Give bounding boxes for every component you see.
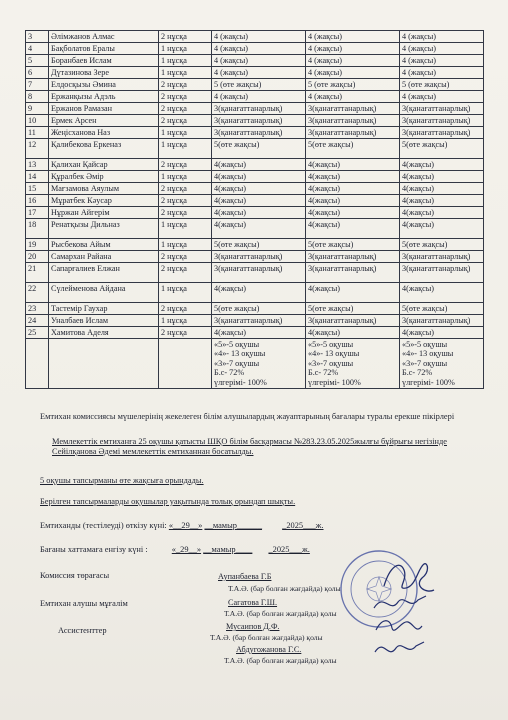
grade-cell-2: 4 (жақсы)	[306, 43, 400, 55]
student-name: Уналбаев Ислам	[49, 315, 159, 327]
grade-cell-1: 4(жақсы)	[212, 159, 306, 171]
student-name: Хамитова Аделя	[49, 327, 159, 339]
variant-cell: 1 нұсқа	[159, 315, 212, 327]
table-row	[26, 139, 484, 159]
exam-date-month: __мамыр______	[204, 521, 263, 530]
variant-cell: 2 нұсқа	[159, 263, 212, 283]
row-number: 21	[26, 263, 49, 283]
summary-line5: үлгерімі- 100%	[214, 377, 267, 387]
grade-cell-1: 4 (жақсы)	[212, 43, 306, 55]
special-remarks: Емтихан комиссиясы мүшелерінің жекелеген білім алушылардың жауаптарының бағалары туралы ерекше пікірлері	[40, 412, 455, 421]
student-name: Ержанов Рамазан	[49, 103, 159, 115]
chair-note: Т.А.Ә. (бар болған жағдайда) қолы	[228, 584, 341, 593]
entry-date-month: __мамыр____	[203, 545, 253, 554]
summary-line4: Б.с- 72%	[214, 368, 245, 378]
excellent-note: 5 оқушы тапсырманы өте жақсыға орындады.	[40, 476, 204, 485]
grade-cell-2: 3(қанағаттанарлық)	[306, 315, 400, 327]
grade-cell-1: 4(жақсы)	[212, 207, 306, 219]
grade-cell-1: 4 (жақсы)	[212, 31, 306, 43]
grade-cell-3: 4(жақсы)	[400, 219, 484, 239]
grade-cell-3: 3(қанағаттанарлық)	[400, 315, 484, 327]
grade-cell-2: 3(қанағаттанарлық)	[306, 263, 400, 283]
grade-cell-2: 4(жақсы)	[306, 327, 400, 339]
variant-cell: 1 нұсқа	[159, 239, 212, 251]
student-name: Самархан Райана	[49, 251, 159, 263]
student-name: Нұржан Айгерім	[49, 207, 159, 219]
summary-cell-2	[306, 339, 400, 389]
row-number: 7	[26, 79, 49, 91]
student-name: Сапарғалиев Елжан	[49, 263, 159, 283]
variant-cell: 1 нұсқа	[159, 219, 212, 239]
grade-cell-3: 4 (жақсы)	[400, 55, 484, 67]
exam-date-day: «__29__»	[168, 521, 203, 530]
table-row	[26, 239, 484, 251]
exemption-note: Мемлекеттік емтиханға 25 оқушы қатысты ШҚО білім басқармасы №283.23.05.2025жылғы бұйрығы негізінде Сейілқанова Әдемі мемлекеттік емтиханнан босатылды.	[52, 437, 447, 456]
variant-cell: 1 нұсқа	[159, 67, 212, 79]
variant-cell: 2 нұсқа	[159, 115, 212, 127]
row-number: 19	[26, 239, 49, 251]
summary-cell-3	[400, 339, 484, 389]
table-row	[26, 263, 484, 283]
grade-cell-2: 4(жақсы)	[306, 219, 400, 239]
grade-cell-2: 4(жақсы)	[306, 283, 400, 303]
summary-empty-cell	[159, 339, 212, 389]
row-number: 8	[26, 91, 49, 103]
grade-cell-1: 3(қанағаттанарлық)	[212, 127, 306, 139]
student-name: Қалихан Қайсар	[49, 159, 159, 171]
exam-date	[40, 521, 480, 531]
row-number: 13	[26, 159, 49, 171]
summary-empty-cell	[49, 339, 159, 389]
grade-cell-2: 5(өте жақсы)	[306, 303, 400, 315]
student-name: Ержанқызы Адэль	[49, 91, 159, 103]
table-row	[26, 183, 484, 195]
grade-cell-1: 4(жақсы)	[212, 327, 306, 339]
summary-line5: үлгерімі- 100%	[402, 377, 455, 387]
grade-cell-1: 3(қанағаттанарлық)	[212, 263, 306, 283]
row-number: 22	[26, 283, 49, 303]
entry-date-label: Бағаны хаттамаға енгізу күні :	[40, 545, 148, 554]
summary-empty-cell	[26, 339, 49, 389]
grade-cell-3: 3(қанағаттанарлық)	[400, 263, 484, 283]
table-row	[26, 327, 484, 339]
grades-table	[25, 30, 484, 389]
variant-cell: 1 нұсқа	[159, 283, 212, 303]
variant-cell: 2 нұсқа	[159, 327, 212, 339]
variant-cell: 2 нұсқа	[159, 207, 212, 219]
chair-name: Аупанбаева Г.Б	[218, 572, 272, 581]
row-number: 15	[26, 183, 49, 195]
variant-cell: 2 нұсқа	[159, 103, 212, 115]
row-number: 24	[26, 315, 49, 327]
grade-cell-2: 4(жақсы)	[306, 207, 400, 219]
assistants-label: Ассистенттер	[58, 626, 107, 635]
grades-table-body	[26, 31, 484, 389]
grade-cell-3: 4(жақсы)	[400, 159, 484, 171]
row-number: 4	[26, 43, 49, 55]
variant-cell: 2 нұсқа	[159, 159, 212, 171]
row-number: 23	[26, 303, 49, 315]
student-name: Қалибекова Еркеназ	[49, 139, 159, 159]
entry-date-day: «_29__»	[171, 545, 202, 554]
row-number: 25	[26, 327, 49, 339]
grade-cell-2: 3(қанағаттанарлық)	[306, 251, 400, 263]
summary-line1: «5»-5 оқушы	[308, 340, 354, 349]
grade-cell-2: 4 (жақсы)	[306, 91, 400, 103]
grade-cell-3: 5(өте жақсы)	[400, 139, 484, 159]
grade-cell-2: 3(қанағаттанарлық)	[306, 127, 400, 139]
row-number: 16	[26, 195, 49, 207]
grade-cell-1: 4 (жақсы)	[212, 91, 306, 103]
summary-line4: Б.с- 72%	[308, 368, 339, 378]
student-name: Әлімжанов Алмас	[49, 31, 159, 43]
row-number: 11	[26, 127, 49, 139]
grade-cell-1: 4(жақсы)	[212, 283, 306, 303]
table-row	[26, 315, 484, 327]
exam-date-year: _2025___ж.	[282, 521, 324, 530]
variant-cell: 2 нұсқа	[159, 183, 212, 195]
row-number: 5	[26, 55, 49, 67]
grade-cell-3: 4(жақсы)	[400, 207, 484, 219]
table-row	[26, 127, 484, 139]
assistant-2-note: Т.А.Ә. (бар болған жағдайда) қолы	[224, 656, 337, 665]
summary-line3: «3»-7 оқушы	[214, 358, 260, 368]
grade-cell-3: 4(жақсы)	[400, 171, 484, 183]
grade-cell-2: 4(жақсы)	[306, 171, 400, 183]
student-name: Рысбекова Айым	[49, 239, 159, 251]
grade-cell-1: 4(жақсы)	[212, 171, 306, 183]
grade-cell-3: 4 (жақсы)	[400, 91, 484, 103]
table-row	[26, 159, 484, 171]
grade-cell-1: 4(жақсы)	[212, 219, 306, 239]
grade-cell-1: 5 (өте жақсы)	[212, 79, 306, 91]
variant-cell: 2 нұсқа	[159, 91, 212, 103]
grade-cell-2: 3(қанағаттанарлық)	[306, 103, 400, 115]
student-name: Ренатқызы Дильназ	[49, 219, 159, 239]
table-row	[26, 303, 484, 315]
summary-line4: Б.с- 72%	[402, 368, 433, 378]
assistant-2-name: Абдугожанова Г.С.	[236, 645, 302, 654]
grade-cell-1: 5(өте жақсы)	[212, 139, 306, 159]
row-number: 9	[26, 103, 49, 115]
grade-cell-2: 3(қанағаттанарлық)	[306, 115, 400, 127]
completion-note: Берілген тапсырмаларды оқушылар уақытында толық орындап шықты.	[40, 497, 296, 506]
grade-cell-2: 4(жақсы)	[306, 159, 400, 171]
grade-cell-1: 4 (жақсы)	[212, 67, 306, 79]
summary-cell-1	[212, 339, 306, 389]
variant-cell: 1 нұсқа	[159, 171, 212, 183]
grade-cell-2: 4 (жақсы)	[306, 67, 400, 79]
grade-cell-3: 4 (жақсы)	[400, 67, 484, 79]
student-name: Тастемір Гаухар	[49, 303, 159, 315]
teacher-note: Т.А.Ә. (бар болған жағдайда) қолы	[224, 609, 337, 618]
table-row	[26, 251, 484, 263]
grade-cell-3: 4(жақсы)	[400, 195, 484, 207]
grade-cell-1: 4(жақсы)	[212, 195, 306, 207]
row-number: 14	[26, 171, 49, 183]
table-row	[26, 195, 484, 207]
table-row	[26, 43, 484, 55]
grade-cell-1: 3(қанағаттанарлық)	[212, 315, 306, 327]
row-number: 17	[26, 207, 49, 219]
student-name: Боранбаев Ислам	[49, 55, 159, 67]
table-row	[26, 283, 484, 303]
variant-cell: 2 нұсқа	[159, 251, 212, 263]
student-name: Мағзамова Аяулым	[49, 183, 159, 195]
grade-cell-1: 4 (жақсы)	[212, 55, 306, 67]
student-name: Бақболатов Ералы	[49, 43, 159, 55]
student-name: Ермек Арсен	[49, 115, 159, 127]
summary-line1: «5»-5 оқушы	[402, 340, 448, 349]
grade-cell-2: 4 (жақсы)	[306, 55, 400, 67]
variant-cell: 1 нұсқа	[159, 55, 212, 67]
student-name: Дүтазинова Зере	[49, 67, 159, 79]
grade-cell-1: 3(қанағаттанарлық)	[212, 103, 306, 115]
teacher-label: Емтихан алушы мұғалім	[40, 599, 128, 608]
row-number: 10	[26, 115, 49, 127]
variant-cell: 1 нұсқа	[159, 43, 212, 55]
grade-cell-2: 4(жақсы)	[306, 195, 400, 207]
table-row	[26, 79, 484, 91]
grade-cell-2: 5(өте жақсы)	[306, 139, 400, 159]
grade-cell-1: 5(өте жақсы)	[212, 239, 306, 251]
assistant-1-note: Т.А.Ә. (бар болған жағдайда) қолы	[210, 633, 323, 642]
grade-cell-3: 5 (өте жақсы)	[400, 79, 484, 91]
grade-cell-3: 3(қанағаттанарлық)	[400, 103, 484, 115]
student-name: Сүлейменова Айдана	[49, 283, 159, 303]
table-row	[26, 103, 484, 115]
table-row	[26, 31, 484, 43]
assistant-1-name: Мусаипов Д.Ф.	[226, 622, 280, 631]
grade-cell-1: 4(жақсы)	[212, 183, 306, 195]
row-number: 3	[26, 31, 49, 43]
grade-cell-3: 4(жақсы)	[400, 283, 484, 303]
summary-line1: «5»-5 оқушы	[214, 340, 260, 349]
assistant-2-signature	[372, 636, 426, 664]
variant-cell: 2 нұсқа	[159, 195, 212, 207]
variant-cell: 2 нұсқа	[159, 303, 212, 315]
variant-cell: 2 нұсқа	[159, 31, 212, 43]
summary-line2: «4»- 13 оқушы	[308, 349, 360, 359]
grade-cell-1: 3(қанағаттанарлық)	[212, 115, 306, 127]
grade-cell-3: 4(жақсы)	[400, 183, 484, 195]
row-number: 12	[26, 139, 49, 159]
student-name: Мұратбек Кәусар	[49, 195, 159, 207]
variant-cell: 1 нұсқа	[159, 127, 212, 139]
table-row	[26, 115, 484, 127]
summary-line2: «4»- 13 оқушы	[402, 349, 454, 359]
row-number: 6	[26, 67, 49, 79]
table-row	[26, 67, 484, 79]
grade-cell-3: 3(қанағаттанарлық)	[400, 251, 484, 263]
entry-date-year: _2025___ж.	[268, 545, 310, 554]
grade-cell-2: 5 (өте жақсы)	[306, 79, 400, 91]
grade-cell-3: 5(өте жақсы)	[400, 239, 484, 251]
summary-line2: «4»- 13 оқушы	[214, 349, 266, 359]
summary-line3: «3»-7 оқушы	[402, 358, 448, 368]
table-row	[26, 171, 484, 183]
grade-cell-3: 3(қанағаттанарлық)	[400, 115, 484, 127]
table-row	[26, 207, 484, 219]
grade-cell-2: 4(жақсы)	[306, 183, 400, 195]
variant-cell: 2 нұсқа	[159, 79, 212, 91]
grade-cell-2: 4 (жақсы)	[306, 31, 400, 43]
grade-cell-3: 4 (жақсы)	[400, 31, 484, 43]
grade-cell-3: 5(өте жақсы)	[400, 303, 484, 315]
student-name: Құралбек Әмір	[49, 171, 159, 183]
table-row	[26, 91, 484, 103]
student-name: Елдосқызы Әмина	[49, 79, 159, 91]
summary-row	[26, 339, 484, 389]
grade-cell-3: 4(жақсы)	[400, 327, 484, 339]
row-number: 20	[26, 251, 49, 263]
student-name: Жеңісханова Наз	[49, 127, 159, 139]
grade-cell-3: 3(қанағаттанарлық)	[400, 127, 484, 139]
grade-cell-1: 3(қанағаттанарлық)	[212, 251, 306, 263]
summary-line5: үлгерімі- 100%	[308, 377, 361, 387]
table-row	[26, 55, 484, 67]
chair-label: Комиссия төрағасы	[40, 571, 110, 580]
teacher-name: Сагатова Г.Ш.	[228, 598, 278, 607]
grade-cell-2: 5(өте жақсы)	[306, 239, 400, 251]
summary-line3: «3»-7 оқушы	[308, 358, 354, 368]
grade-cell-3: 4 (жақсы)	[400, 43, 484, 55]
exam-date-label: Емтиханды (тестілеуді) өткізу күні:	[40, 521, 167, 530]
table-row	[26, 219, 484, 239]
grade-cell-1: 5(өте жақсы)	[212, 303, 306, 315]
row-number: 18	[26, 219, 49, 239]
variant-cell: 1 нұсқа	[159, 139, 212, 159]
